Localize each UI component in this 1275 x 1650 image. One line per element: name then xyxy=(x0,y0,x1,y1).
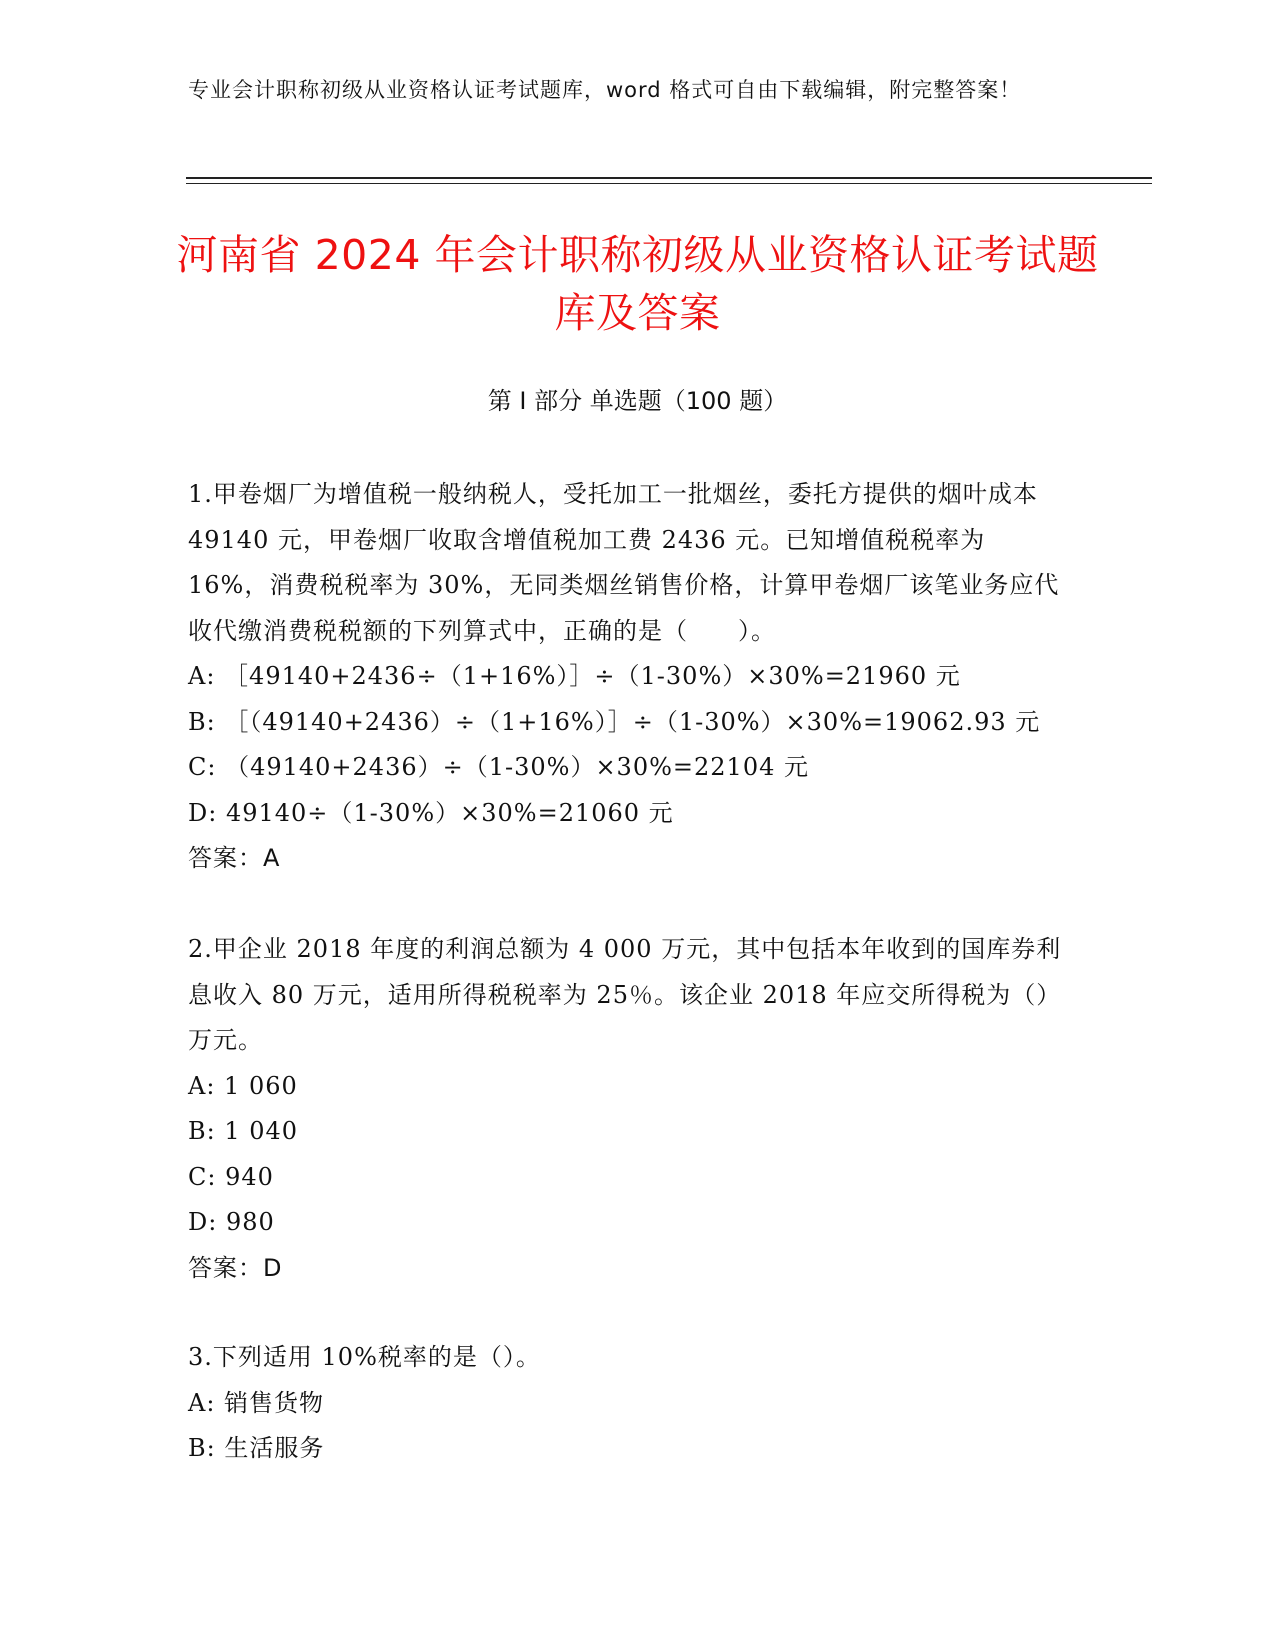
option-d: D: 49140÷（1-30%）×30%=21060 元 xyxy=(188,798,674,827)
header-note: 专业会计职称初级从业资格认证考试题库，word 格式可自由下载编辑，附完整答案！ xyxy=(188,78,1022,102)
option-a: A: 销售货物 xyxy=(188,1388,325,1417)
document-title: 河南省 2024 年会计职称初级从业资格认证考试题库及答案 xyxy=(176,231,1099,337)
option-c: C: （49140+2436）÷（1-30%）×30%=22104 元 xyxy=(188,753,809,781)
option-c: C: 940 xyxy=(188,1162,274,1191)
option-a: A: 1 060 xyxy=(188,1071,298,1100)
question-3 xyxy=(188,1335,1068,1472)
section-heading: 第 I 部分 单选题（100 题） xyxy=(487,387,788,415)
question-stem: 3.下列适用 10%税率的是（）。 xyxy=(188,1343,541,1371)
option-b: B: 1 040 xyxy=(188,1117,299,1145)
question-2 xyxy=(188,927,1068,1291)
question-stem: 2.甲企业 2018 年度的利润总额为 4 000 万元，其中包括本年收到的国库券利息收入 80 万元，适用所得税税率为 25％。该企业 2018 年应交所得税为（）万元。 xyxy=(188,935,1062,1054)
option-a: A: ［49140+2436÷（1+16%）］÷（1-30%）×30%=21960 元 xyxy=(188,662,961,690)
answer: 答案：A xyxy=(188,844,281,872)
option-d: D: 980 xyxy=(188,1208,275,1236)
question-1 xyxy=(188,472,1068,882)
header-divider-thin xyxy=(186,183,1152,184)
answer: 答案：D xyxy=(188,1253,283,1282)
header-divider-thick xyxy=(186,177,1152,179)
question-stem: 1.甲卷烟厂为增值税一般纳税人，受托加工一批烟丝，委托方提供的烟叶成本 49140 元，甲卷烟厂收取含增值税加工费 2436 元。已知增值税税率为 16%，消费税税率为 30%，无同类烟丝销售价格，计算甲卷烟厂该笔业务应代收代缴消费税税额的下列算式中，正确的是（ ）。 xyxy=(188,480,1060,645)
option-b: B: ［（49140+2436）÷（1+16%）］÷（1-30%）×30%=19062.93 元 xyxy=(188,707,1041,736)
option-b: B: 生活服务 xyxy=(188,1434,325,1462)
